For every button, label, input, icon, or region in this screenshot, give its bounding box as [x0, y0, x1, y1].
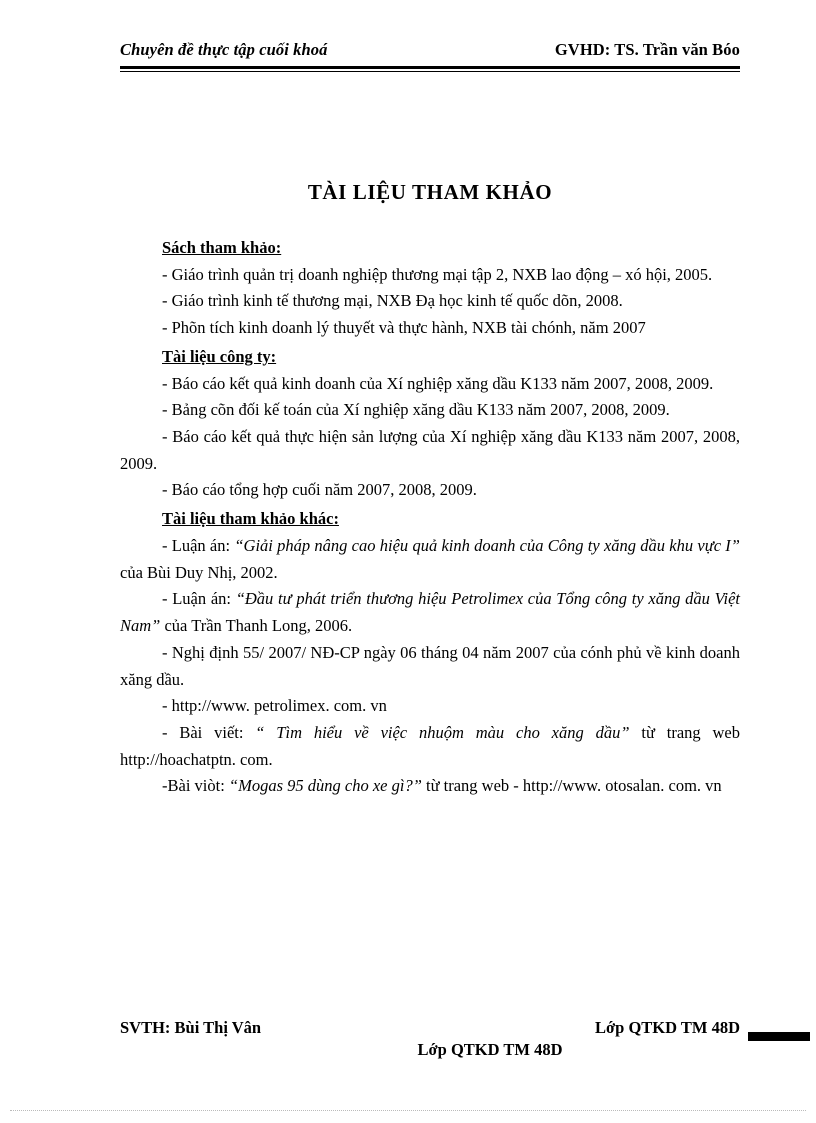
reference-entry: - Luận án: “Giải pháp nâng cao hiệu quả kinh doanh của Công ty xăng dầu khu vực I” của Bùi Duy Nhị, 2002.: [120, 535, 740, 582]
footer-author: SVTH: Bùi Thị Vân: [120, 1018, 262, 1037]
header-right-text: GVHD: TS. Trần văn Bóo: [554, 40, 740, 59]
reference-entry: - Báo cáo kết quả kinh doanh của Xí nghiệp xăng dầu K133 năm 2007, 2008, 2009.: [162, 373, 714, 393]
reference-entry: - http://www. petrolimex. com. vn: [162, 696, 387, 716]
reference-entry: - Nghị định 55/ 2007/ NĐ-CP ngày 06 tháng 04 năm 2007 của cónh phủ về kinh doanh xăng dầu.: [120, 642, 740, 689]
reference-entry: - Bài viết: “ Tìm hiểu về việc nhuộm màu cho xăng dầu” từ trang web http://hoachatptn. com.: [120, 722, 740, 769]
footer-class-second: Lớp QTKD TM 48D: [417, 1040, 563, 1059]
page-content: [120, 40, 740, 800]
section-heading: Tài liệu công ty:: [162, 346, 277, 366]
footer-class: Lớp QTKD TM 48D: [595, 1018, 740, 1037]
references-body: [120, 235, 740, 800]
page-footer: [120, 1018, 740, 1060]
section-heading: Tài liệu tham khảo khác:: [162, 509, 339, 529]
reference-entry: - Báo cáo kết quả thực hiện sản lượng của Xí nghiệp xăng dầu K133 năm 2007, 2008, 2009.: [120, 427, 740, 473]
section-heading: Sách tham khảo:: [162, 238, 282, 257]
reference-entry: - Giáo trình kinh tế thương mại, NXB Đạ học kinh tế quốc dõn, 2008.: [162, 291, 623, 311]
header-left-text: Chuyên đề thực tập cuối khoá: [120, 40, 328, 59]
reference-entry: -Bài viòt: “Mogas 95 dùng cho xe gì?” từ trang web - http://www. otosalan. com. vn: [162, 776, 722, 796]
header-divider: [120, 66, 740, 72]
page-title: TÀI LIỆU THAM KHẢO: [307, 180, 553, 204]
reference-entry: - Giáo trình quản trị doanh nghiệp thương mại tập 2, NXB lao động – xó hội, 2005.: [162, 264, 713, 284]
reference-entry: - Bảng cõn đối kế toán của Xí nghiệp xăng dầu K133 năm 2007, 2008, 2009.: [162, 400, 670, 420]
reference-entry: - Luận án: “Đầu tư phát triển thương hiệu Petrolimex của Tổng công ty xăng dầu Việt Nam” của Trần Thanh Long, 2006.: [120, 589, 740, 636]
reference-entry: - Phõn tích kinh doanh lý thuyết và thực hành, NXB tài chónh, năm 2007: [162, 318, 646, 338]
page-header: [120, 40, 740, 60]
reference-entry: - Báo cáo tổng hợp cuối năm 2007, 2008, 2009.: [162, 480, 477, 500]
footer-rule-bar: [748, 1032, 810, 1041]
page-bottom-divider: [10, 1110, 806, 1111]
